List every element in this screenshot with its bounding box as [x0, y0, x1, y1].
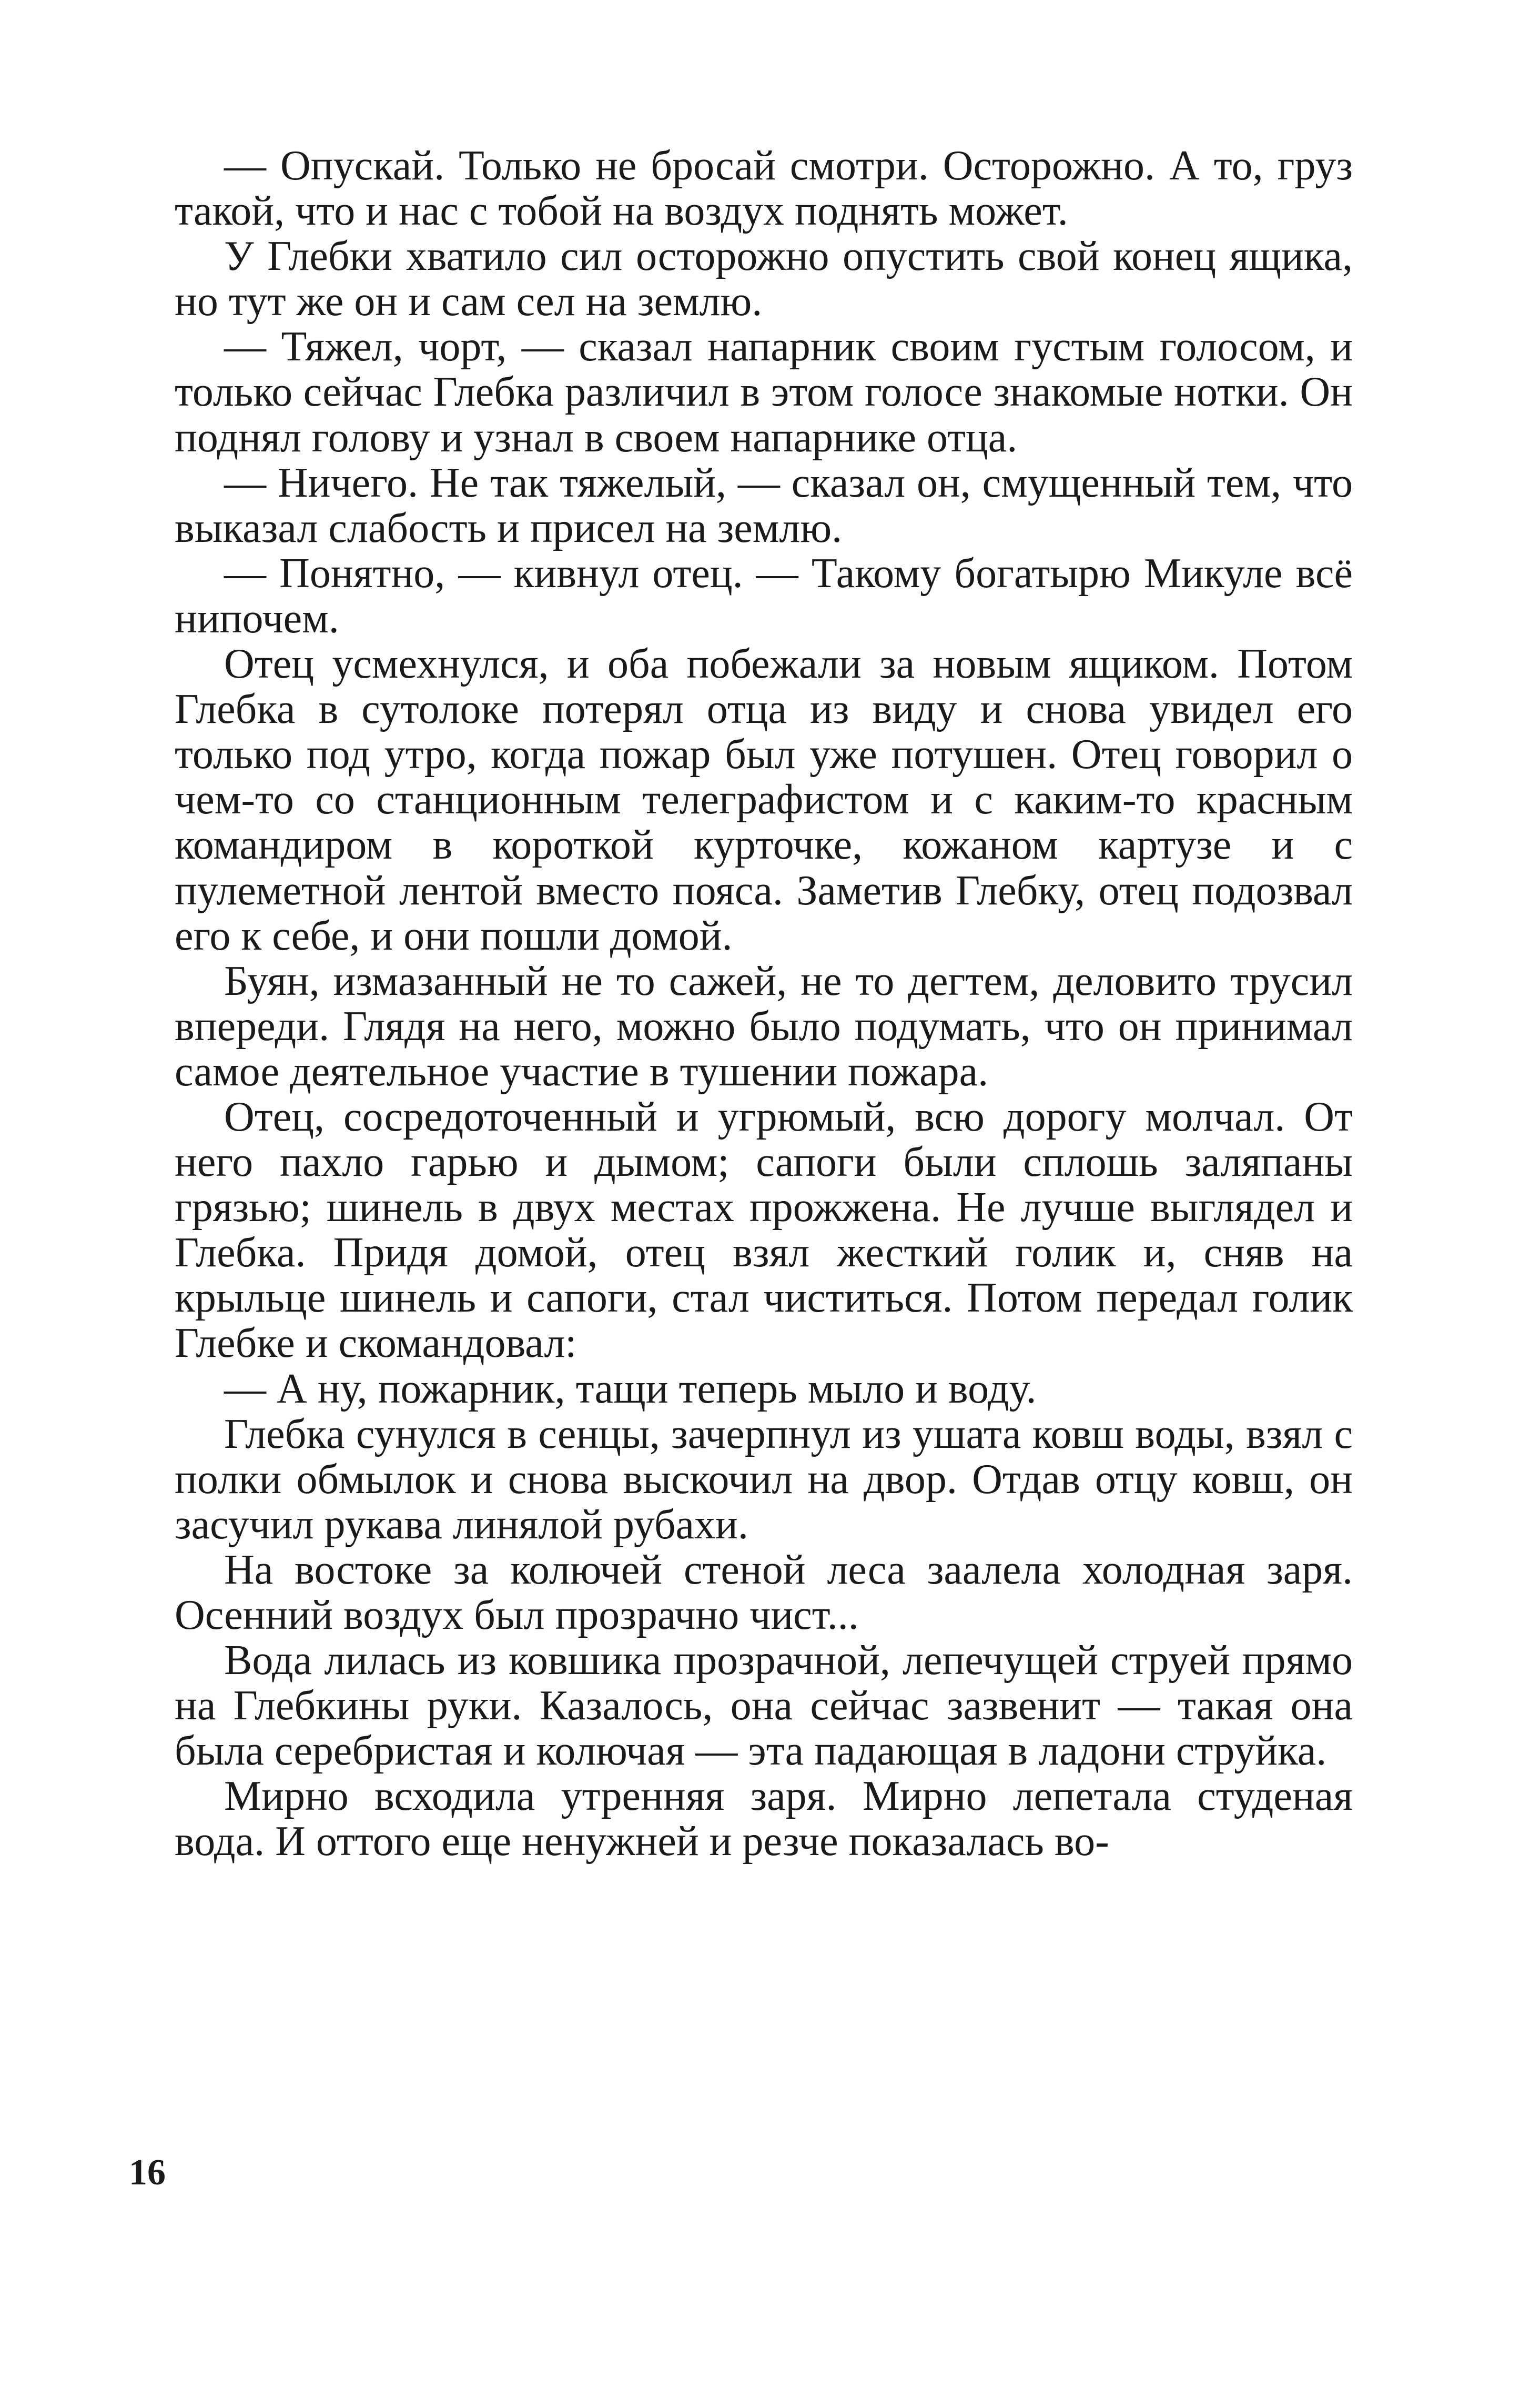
paragraph: Отец усмехнулся, и оба побежали за новым ящиком. Потом Глебка в сутолоке потерял отца из виду и снова увидел его только под утро, когда пожар был уже потушен. Отец говорил о чем-то со станционным телеграфистом и с каким-то красным командиром в короткой курточке, кожаном картузе и с пулеметной лентой вместо пояса. Заметив Глебку, отец подозвал его к себе, и они пошли домой.	[175, 641, 1353, 959]
body-text	[175, 143, 1353, 1865]
paragraph: Мирно всходила утренняя заря. Мирно лепетала студеная вода. И оттого еще ненужней и резче показалась во-	[175, 1773, 1353, 1865]
paragraph: У Глебки хватило сил осторожно опустить свой конец ящика, но тут же он и сам сел на землю.	[175, 233, 1353, 325]
paragraph: — Понятно, — кивнул отец. — Такому богатырю Микуле всё нипочем.	[175, 550, 1353, 642]
paragraph: Глебка сунулся в сенцы, зачерпнул из ушата ковш воды, взял с полки обмылок и снова выскочил на двор. Отдав отцу ковш, он засучил рукава линялой рубахи.	[175, 1410, 1353, 1548]
page-number: 16	[129, 2152, 166, 2193]
paragraph: На востоке за колючей стеной леса заалела холодная заря. Осенний воздух был прозрачно чист...	[175, 1546, 1353, 1638]
paragraph: — Тяжел, чорт, — сказал напарник своим густым голосом, и только сейчас Глебка различил в этом голосе знакомые нотки. Он поднял голову и узнал в своем напарнике отца.	[175, 324, 1353, 461]
paragraph: Отец, сосредоточенный и угрюмый, всю дорогу молчал. От него пахло гарью и дымом; сапоги были сплошь заляпаны грязью; шинель в двух местах прожжена. Не лучше выглядел и Глебка. Придя домой, отец взял жесткий голик и, сняв на крыльце шинель и сапоги, стал чиститься. Потом передал голик Глебке и скомандовал:	[175, 1093, 1353, 1367]
paragraph: — Опускай. Только не бросай смотри. Осторожно. А то, груз такой, что и нас с тобой на воздух поднять может.	[175, 143, 1353, 235]
paragraph: Вода лилась из ковшика прозрачной, лепечущей струей прямо на Глебкины руки. Казалось, она сейчас зазвенит — такая она была серебристая и колючая — эта падающая в ладони струйка.	[175, 1637, 1353, 1775]
paragraph: Буян, измазанный не то сажей, не то дегтем, деловито трусил впереди. Глядя на него, можно было подумать, что он принимал самое деятельное участие в тушении пожара.	[175, 958, 1353, 1095]
paragraph: — А ну, пожарник, тащи теперь мыло и воду.	[224, 1365, 1037, 1412]
paragraph: — Ничего. Не так тяжелый, — сказал он, смущенный тем, что выказал слабость и присел на землю.	[175, 459, 1353, 551]
